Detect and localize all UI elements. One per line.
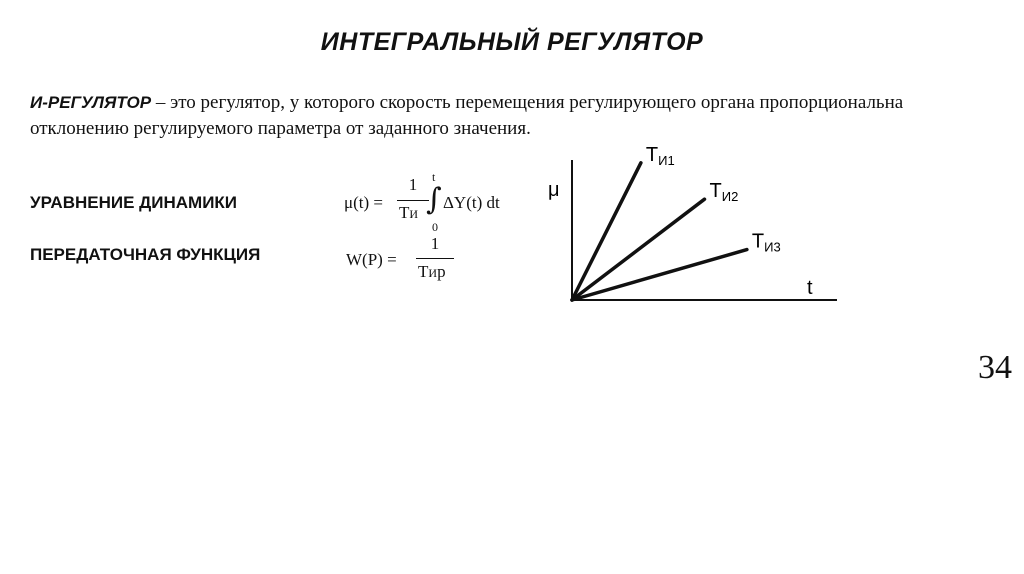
series-line-1 — [572, 163, 641, 300]
dynamics-denominator-main: T — [399, 203, 410, 222]
integral-upper-limit: t — [432, 170, 436, 184]
transfer-denominator-tail: p — [437, 262, 446, 281]
series-label-main: T — [645, 143, 659, 166]
slide-title: ИНТЕГРАЛЬНЫЙ РЕГУЛЯТОР — [320, 28, 704, 56]
series-label-1 — [646, 144, 675, 168]
series-group — [572, 144, 781, 300]
page-number: 34 — [978, 349, 1012, 386]
series-label-sub: И1 — [658, 152, 675, 168]
integral-lower-limit: 0 — [432, 220, 438, 234]
dynamics-denominator-sub: И — [409, 207, 419, 221]
series-label-2 — [710, 180, 739, 204]
transfer-numerator: 1 — [430, 234, 440, 253]
integral-icon: ∫ — [426, 182, 442, 217]
dynamics-equation-label: УРАВНЕНИЕ ДИНАМИКИ — [30, 193, 238, 212]
series-line-2 — [572, 199, 705, 300]
series-label-sub: И2 — [721, 189, 739, 205]
definition-term: И-РЕГУЛЯТОР — [30, 93, 152, 112]
transfer-denominator-main: T — [418, 262, 429, 281]
dynamics-lhs: μ(t) = — [344, 193, 383, 212]
series-label-main: T — [751, 230, 765, 253]
dynamics-integrand: ΔY(t) dt — [443, 193, 500, 212]
definition-text: – это регулятор, у которого скорость перемещения регулирующего органа пропорциональна отклонению регулируемого параметра от заданного значения. — [30, 92, 904, 139]
series-label-main: T — [709, 180, 722, 203]
series-label-3 — [752, 231, 781, 255]
transfer-denominator-sub: И — [428, 266, 438, 280]
series-label-sub: И3 — [764, 239, 781, 255]
transfer-lhs: W(P) = — [346, 250, 397, 269]
transfer-function-label: ПЕРЕДАТОЧНАЯ ФУНКЦИЯ — [30, 245, 261, 264]
series-line-3 — [572, 250, 747, 300]
dynamics-numerator: 1 — [408, 175, 418, 194]
x-axis-label: t — [807, 277, 813, 299]
y-axis-label: μ — [548, 179, 560, 201]
